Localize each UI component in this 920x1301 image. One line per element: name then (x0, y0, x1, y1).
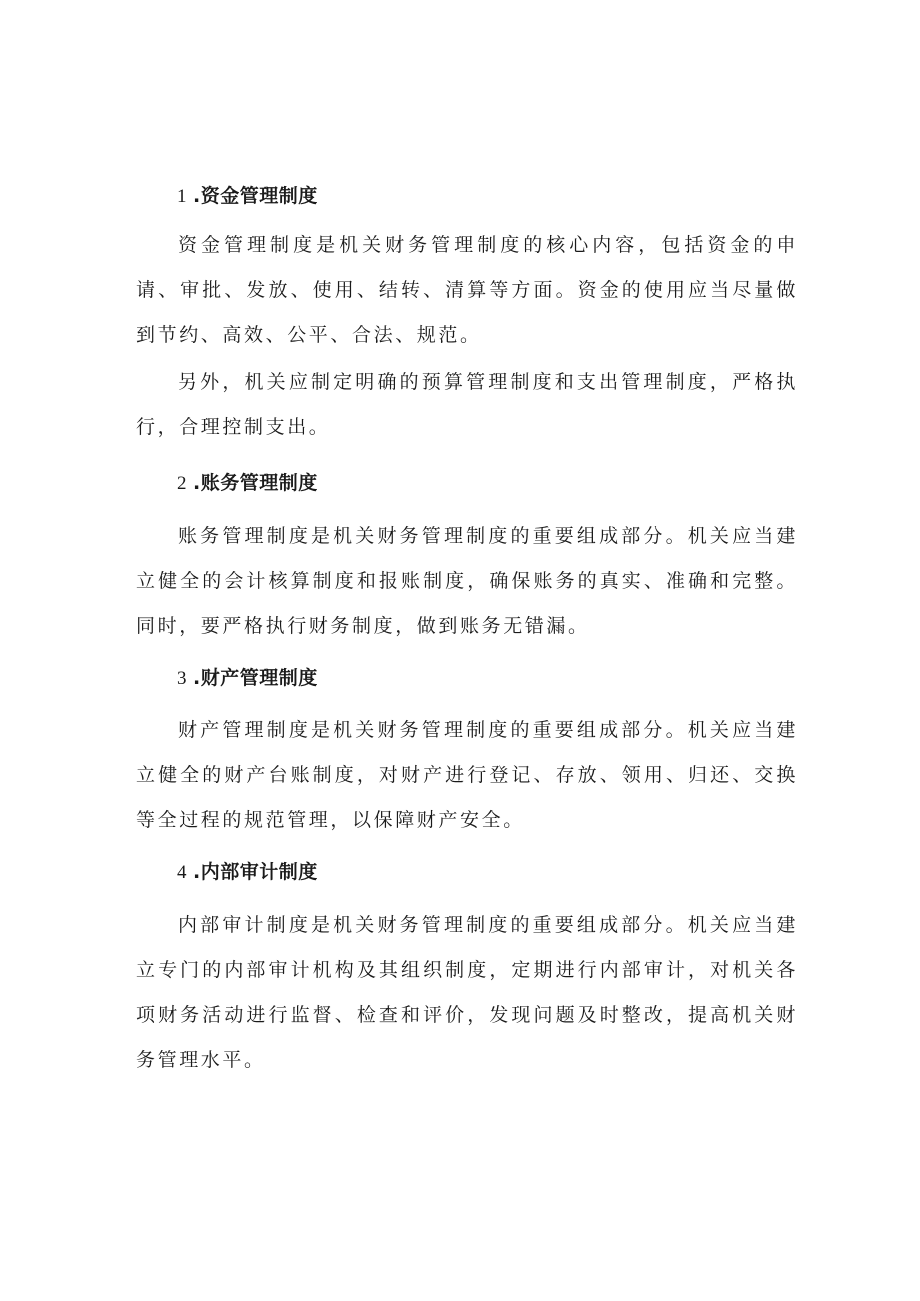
section-1-paragraph-2: 另外，机关应制定明确的预算管理制度和支出管理制度，严格执行，合理控制支出。 (136, 371, 798, 438)
section-2-paragraph-1: 账务管理制度是机关财务管理制度的重要组成部分。机关应当建立健全的会计核算制度和报账制度，确保账务的真实、准确和完整。同时，要严格执行财务制度，做到账务无错漏。 (136, 525, 798, 637)
section-4-paragraph-1: 内部审计制度是机关财务管理制度的重要组成部分。机关应当建立专门的内部审计机构及其组织制度，定期进行内部审计，对机关各项财务活动进行监督、检查和评价，发现问题及时整改，提高机关财务管理水平。 (136, 914, 798, 1071)
section-2-title: .账务管理制度 (193, 472, 318, 494)
section-3-number: 3 (177, 668, 187, 689)
section-3-heading (177, 664, 318, 692)
section-3-title: .财产管理制度 (193, 667, 318, 689)
section-1-paragraph-1: 资金管理制度是机关财务管理制度的核心内容，包括资金的申请、审批、发放、使用、结转、清算等方面。资金的使用应当尽量做到节约、高效、公平、合法、规范。 (136, 234, 798, 346)
section-1-number: 1 (177, 186, 187, 207)
section-4-title: .内部审计制度 (193, 861, 318, 883)
section-4-heading (177, 858, 318, 886)
section-3-paragraph-1: 财产管理制度是机关财务管理制度的重要组成部分。机关应当建立健全的财产台账制度，对财产进行登记、存放、领用、归还、交换等全过程的规范管理，以保障财产安全。 (136, 719, 798, 831)
section-4-number: 4 (177, 862, 187, 883)
section-2-number: 2 (177, 473, 187, 494)
section-1-title: .资金管理制度 (193, 185, 318, 207)
section-1-heading (177, 182, 318, 210)
section-2-heading (177, 469, 318, 497)
